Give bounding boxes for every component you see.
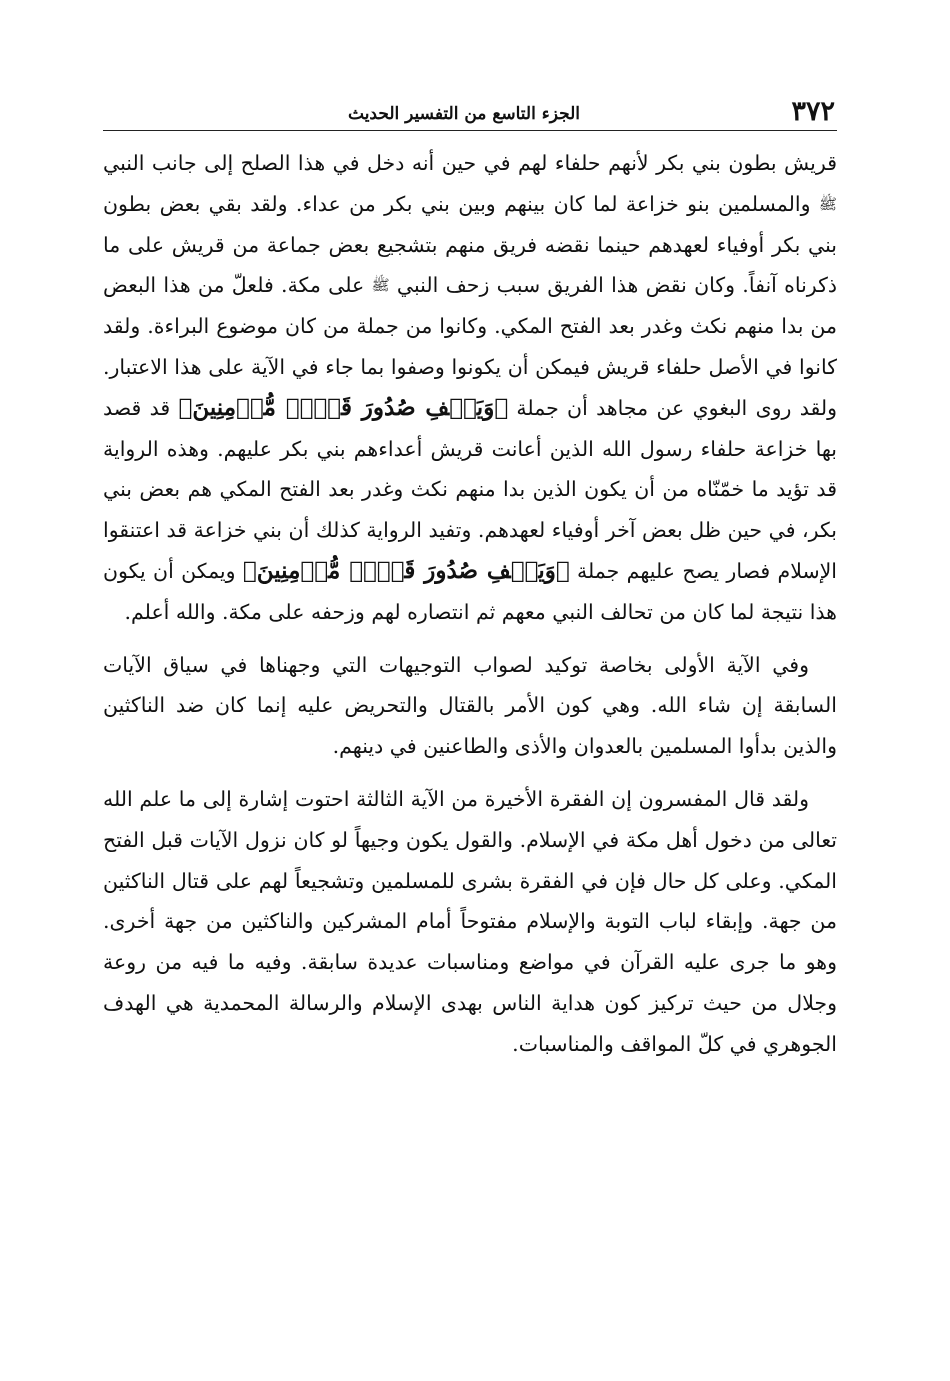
- text-run: ويمكن أن يكون هذا نتيجة لما كان من تحالف النبي معهم ثم انتصاره لهم وزحفه على مكة. والله أعلم.: [103, 558, 837, 624]
- text-run: قريش بطون بني بكر لأنهم حلفاء لهم في حين أنه دخل في هذا الصلح إلى جانب النبي: [103, 151, 837, 175]
- text-run: وفي الآية الأولى بخاصة توكيد لصواب التوجيهات التي وجهناها في سياق الآيات السابقة إن شاء الله. وهي كون الأمر بالقتال والتحريض عليه إنما كان ضد الناكثين والذين بدأوا المسلمين بالعدوان والأذى والطاعنين في دينهم.: [103, 652, 837, 759]
- header-title: الجزء التاسع من التفسير الحديث: [348, 104, 581, 124]
- salawat-mark: ﷺ: [818, 194, 837, 213]
- quran-verse: ﴿وَيَشۡفِ صُدُورَ قَوۡمٖ مُّؤۡمِنِينَ﴾: [242, 556, 570, 584]
- page-number: ٣٧٢: [791, 96, 835, 127]
- text-run: والمسلمين بنو خزاعة لما كان بينهم وبين بني بكر من عداء. ولقد بقي بعض بطون بني بكر أوفياء لعهدهم حينما نقضه فريق منهم بتشجيع بعض جماعة من قريش على ما ذكرناه آنفاً. وكان نقض هذا الفريق سبب زحف النبي: [103, 191, 837, 298]
- body-text: [103, 143, 837, 1065]
- running-header: [103, 96, 837, 131]
- paragraph-1: [103, 143, 837, 633]
- paragraph-2: [103, 645, 837, 767]
- quran-verse: ﴿وَيَشۡفِ صُدُورَ قَوۡمٖ مُّؤۡمِنِينَ﴾: [178, 393, 509, 421]
- book-page: [103, 96, 837, 1065]
- paragraph-3: [103, 779, 837, 1065]
- text-run: على مكة. فلعلّ من هذا البعض من بدا منهم نكث وغدر بعد الفتح المكي. وكانوا من جملة من كان موضوع البراءة. ولقد كانوا في الأصل حلفاء قريش فيمكن أن يكونوا وصفوا بما جاء في الآية على هذا الاعتبار. ولقد روى البغوي عن مجاهد أن جملة: [103, 273, 838, 420]
- salawat-mark: ﷺ: [371, 276, 390, 295]
- text-run: قد قصد بها خزاعة حلفاء رسول الله الذين أعانت قريش أعداءهم بني بكر عليهم. وهذه الرواية قد تؤيد ما خمّنّاه من أن يكون الذين بدا منهم نكث وغدر بعد الفتح المكي هم بعض بني بكر، في حين ظل بعض آخر أوفياء لعهدهم. وتفيد الرواية كذلك أن بني خزاعة قد اعتنقوا الإسلام فصار يصح عليهم جملة: [103, 395, 838, 583]
- text-run: ولقد قال المفسرون إن الفقرة الأخيرة من الآية الثالثة احتوت إشارة إلى ما علم الله تعالى من دخول أهل مكة في الإسلام. والقول يكون وجيهاً لو كان نزول الآيات قبل الفتح المكي. وعلى كل حال فإن في الفقرة بشرى للمسلمين وتشجيعاً لهم على قتال الناكثين من جهة. وإبقاء لباب التوبة والإسلام مفتوحاً أمام المشركين والناكثين من جهة أخرى. وهو ما جرى عليه القرآن في مواضع ومناسبات عديدة سابقة. وفيه ما فيه من روعة وجلال من حيث تركيز كون هداية الناس بهدى الإسلام والرسالة المحمدية هي الهدف الجوهري في كلّ المواقف والمناسبات.: [103, 786, 837, 1056]
